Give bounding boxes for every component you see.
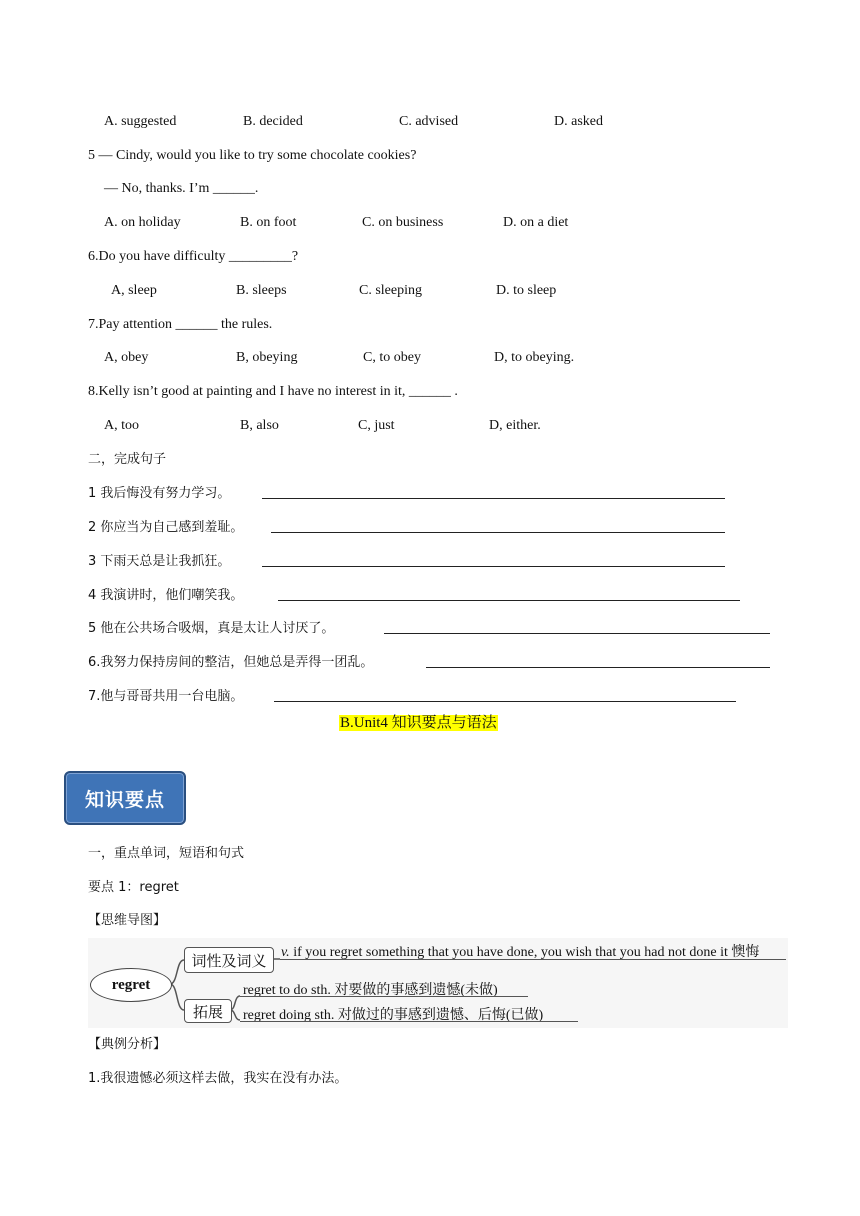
q5-option-a: A. on holiday bbox=[104, 215, 181, 230]
q5-option-b: B. on foot bbox=[240, 215, 297, 230]
mindmap-ext-underline-1 bbox=[240, 996, 528, 997]
q8-option-d: D, either. bbox=[489, 418, 541, 433]
mindmap-definition-text: if you regret something that you have done, you wish that you had not done it 懊悔 bbox=[289, 945, 760, 960]
q6-option-d: D. to sleep bbox=[496, 283, 557, 298]
q6-question: 6.Do you have difficulty _________? bbox=[88, 249, 299, 264]
q6-option-b: B. sleeps bbox=[236, 283, 287, 298]
q4-option-c: C. advised bbox=[399, 114, 459, 129]
sentence-4: 4 我演讲时，他们嘲笑我。 bbox=[88, 588, 244, 603]
unit-title-text: B.Unit4 知识要点与语法 bbox=[340, 715, 497, 731]
answer-line-6[interactable] bbox=[426, 667, 770, 668]
sentence-6: 6.我努力保持房间的整洁，但她总是弄得一团乱。 bbox=[88, 655, 374, 670]
mindmap-ext-underline-2 bbox=[240, 1021, 578, 1022]
sentence-1: 1 我后悔没有努力学习。 bbox=[88, 486, 231, 501]
mindmap-definition-pos: v. bbox=[281, 945, 290, 960]
answer-line-3[interactable] bbox=[262, 566, 725, 567]
mindmap-branch-pos-label: 词性及词义 bbox=[191, 951, 267, 970]
section-label-text: 知识要点 bbox=[84, 788, 165, 811]
sentences-heading: 二，完成句子 bbox=[88, 452, 167, 467]
mindmap-definition-underline bbox=[280, 959, 786, 960]
regret-mindmap bbox=[88, 938, 788, 1028]
mindmap-ext-item-2: regret doing sth. 对做过的事感到遗憾、后悔(已做) bbox=[243, 1008, 544, 1023]
q5-reply: — No, thanks. I’m ______. bbox=[104, 181, 259, 196]
mindmap-definition bbox=[281, 941, 759, 961]
q6-option-c: C. sleeping bbox=[359, 283, 422, 298]
example-label: 【典例分析】 bbox=[88, 1037, 167, 1052]
mindmap-label: 【思维导图】 bbox=[88, 913, 167, 928]
q5-option-d: D. on a diet bbox=[503, 215, 569, 230]
answer-line-7[interactable] bbox=[274, 701, 736, 702]
q8-option-c: C, just bbox=[358, 418, 395, 433]
mindmap-root bbox=[90, 968, 172, 1002]
q7-option-d: D, to obeying. bbox=[494, 350, 575, 365]
knowledge-heading: 一，重点单词，短语和句式 bbox=[88, 846, 245, 861]
q4-option-d: D. asked bbox=[554, 114, 603, 129]
q8-option-a: A, too bbox=[104, 418, 139, 433]
q4-option-a: A. suggested bbox=[104, 114, 177, 129]
answer-line-2[interactable] bbox=[271, 532, 725, 533]
section-label-box bbox=[64, 771, 186, 825]
answer-line-1[interactable] bbox=[262, 498, 725, 499]
q7-option-b: B, obeying bbox=[236, 350, 298, 365]
mindmap-branch-pos bbox=[184, 947, 274, 973]
unit-title bbox=[339, 714, 498, 732]
sentence-3: 3 下雨天总是让我抓狂。 bbox=[88, 554, 231, 569]
example-1: 1.我很遗憾必须这样去做，我实在没有办法。 bbox=[88, 1071, 348, 1086]
answer-line-4[interactable] bbox=[278, 600, 740, 601]
q8-option-b: B, also bbox=[240, 418, 279, 433]
q5-option-c: C. on business bbox=[362, 215, 444, 230]
sentence-7: 7.他与哥哥共用一台电脑。 bbox=[88, 689, 244, 704]
point-1-title: 要点 1：regret bbox=[88, 880, 179, 895]
q7-option-a: A, obey bbox=[104, 350, 149, 365]
q4-option-b: B. decided bbox=[243, 114, 303, 129]
sentence-2: 2 你应当为自己感到羞耻。 bbox=[88, 520, 244, 535]
mindmap-ext-item-1: regret to do sth. 对要做的事感到遗憾(未做) bbox=[243, 983, 498, 998]
mindmap-branch-ext-label: 拓展 bbox=[192, 1002, 223, 1021]
answer-line-5[interactable] bbox=[384, 633, 770, 634]
sentence-5: 5 他在公共场合吸烟，真是太让人讨厌了。 bbox=[88, 621, 335, 636]
mindmap-root-text: regret bbox=[111, 976, 151, 993]
q7-option-c: C, to obey bbox=[363, 350, 421, 365]
q6-option-a: A, sleep bbox=[111, 283, 157, 298]
q8-question: 8.Kelly isn’t good at painting and I have no interest in it, ______ . bbox=[88, 384, 458, 399]
mindmap-branch-ext bbox=[184, 999, 232, 1023]
q7-question: 7.Pay attention ______ the rules. bbox=[88, 317, 273, 332]
q5-question: 5 — Cindy, would you like to try some chocolate cookies? bbox=[88, 148, 417, 163]
